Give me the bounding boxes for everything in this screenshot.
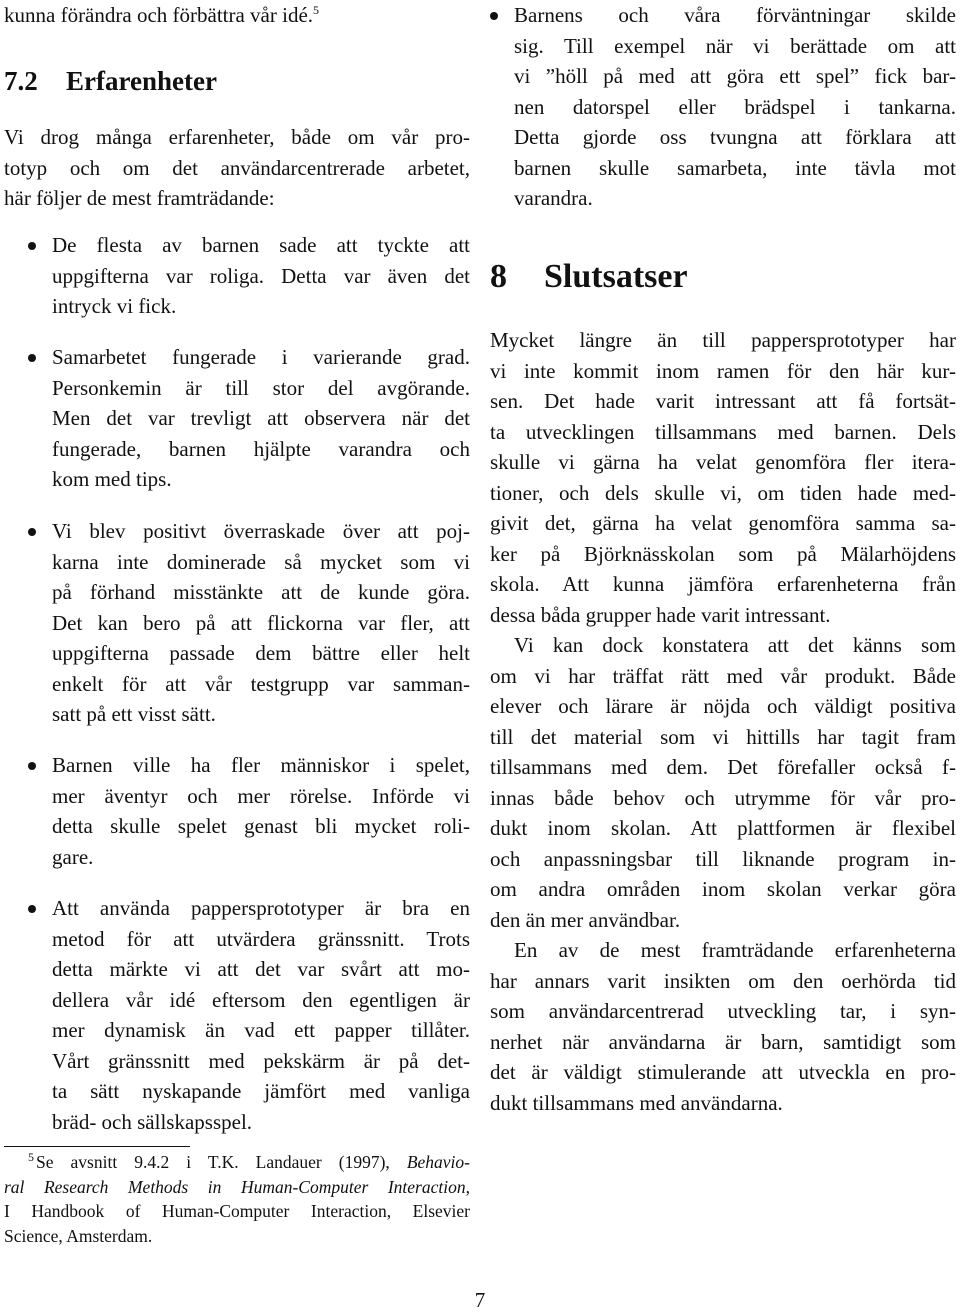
text-line: tillsammans med dem. Det förefaller också f- xyxy=(490,755,956,779)
text-line: tioner, och dels skulle vi, om tiden hade med- xyxy=(490,480,956,505)
list-item xyxy=(4,230,470,322)
bullet-icon xyxy=(28,242,36,250)
bullet-icon xyxy=(28,354,36,362)
footnote-divider xyxy=(4,1146,190,1147)
bullet-icon xyxy=(28,762,36,770)
continued-paragraph xyxy=(4,0,470,31)
bullet-icon xyxy=(28,905,36,913)
list-item xyxy=(466,0,956,214)
text-line: Vi blev positivt överraskade över att poj- xyxy=(52,519,470,543)
text-line: som användarcentrerad utveckling tar, i syn- xyxy=(490,999,956,1023)
text-line: nerhet när användarna är barn, samtidigt som xyxy=(490,1029,956,1054)
footnote-text: I Handbook of Human-Computer Interaction, Elsevier xyxy=(4,1201,470,1221)
text-line: Det kan bero på att flickorna var fler, att xyxy=(52,610,470,635)
text-line: innas både behov och utrymme för vår pro- xyxy=(490,785,956,810)
text-line: karna inte dominerade så mycket som vi xyxy=(52,549,470,574)
text-line: detta märkte vi att det var svårt att mo- xyxy=(52,957,470,981)
text-line: dukt inom skolan. Att plattformen är flexibel xyxy=(490,816,956,840)
text-line: Vi kan dock konstatera att det känns som xyxy=(514,633,956,657)
text-line: kom med tips. xyxy=(52,467,172,491)
text-line: ta utvecklingen tillsammans med barnen. Dels xyxy=(490,419,956,444)
text-line: Samarbetet fungerade i varierande grad. xyxy=(52,345,470,369)
text-line: satt på ett visst sätt. xyxy=(52,702,216,726)
text-line: dellera vår idé eftersom den egentligen är xyxy=(52,987,470,1012)
bullet-icon xyxy=(490,12,498,20)
list-item xyxy=(4,750,470,872)
text-line: om vi har träffat rätt med vår produkt. Både xyxy=(490,663,956,688)
text-line: detta skulle spelet genast bli mycket roli- xyxy=(52,814,470,838)
text-line: fungerade, barnen hjälpte varandra och xyxy=(52,436,470,461)
text-line: det är väldigt stimulerande att utveckla en pro- xyxy=(490,1060,956,1084)
text-line: Vårt gränssnitt med pekskärm är på det- xyxy=(52,1048,470,1073)
text-line: vi ”höll på med att göra ett spel” fick bar- xyxy=(514,64,956,88)
text-line: enkelt för att vår testgrupp var samman- xyxy=(52,671,470,696)
intro-paragraph xyxy=(4,122,470,214)
text-line: De flesta av barnen sade att tyckte att xyxy=(52,233,470,257)
footnote xyxy=(4,1150,470,1248)
text-line: nen datorspel eller brädspel i tankarna. xyxy=(514,94,956,119)
text-line: Att använda pappersprototyper är bra en xyxy=(52,896,470,920)
list-item xyxy=(4,342,470,495)
text-line: vi inte kommit inom ramen för den här kur- xyxy=(490,358,956,383)
text-line: elever och lärare är nöjda och väldigt positiva xyxy=(490,694,956,718)
text-line: Vi drog många erfarenheter, både om vår pro- xyxy=(4,125,470,149)
text-line: den än mer användbar. xyxy=(490,907,681,932)
list-item xyxy=(4,516,470,730)
section-title: Slutsatser xyxy=(544,258,688,295)
text-line: bräd- och sällskapsspel. xyxy=(52,1109,253,1134)
text-line: varandra. xyxy=(514,186,593,210)
text-line: och anpassningsbar till liknande program in- xyxy=(490,846,956,871)
text-line: gare. xyxy=(52,844,94,869)
footnote-text: Science, Amsterdam. xyxy=(4,1225,153,1246)
text-line: ta sätt nyskapande jämfört med vanliga xyxy=(52,1079,470,1103)
text-line: intryck vi fick. xyxy=(52,294,177,318)
text-line: skola. Att kunna jämföra erfarenheterna från xyxy=(490,572,956,596)
text-line: sig. Till exempel när vi berättade om att xyxy=(514,33,956,58)
text-line: skulle vi gärna ha velat genomföra fler itera- xyxy=(490,450,956,474)
text-line: dessa båda grupper hade varit intressant. xyxy=(490,602,831,627)
text-line: dukt tillsammans med användarna. xyxy=(490,1090,783,1115)
text-line: Detta gjorde oss tvungna att förklara att xyxy=(514,125,956,149)
text-line: ker på Björknässkolan som på Mälarhöjdens xyxy=(490,541,956,566)
footnote-text: Behavio- xyxy=(406,1152,470,1172)
text-line: barnen skulle samarbeta, inte tävla mot xyxy=(514,155,956,180)
text-line: Barnen ville ha fler människor i spelet, xyxy=(52,753,470,777)
text-line: om andra områden inom skolan verkar göra xyxy=(490,877,956,901)
text-line: har annars varit insikten om den oerhörda tid xyxy=(490,968,956,993)
footnote-reference: 5 xyxy=(313,3,320,17)
text-line: här följer de mest framträdande: xyxy=(4,186,275,210)
text-line: uppgifterna passade dem bättre eller helt xyxy=(52,641,470,665)
text-line: till det material som vi hittills har tagit fram xyxy=(490,724,956,749)
paragraph xyxy=(490,325,956,1118)
section-heading-8 xyxy=(490,258,688,296)
text-line: kunna förändra och förbättra vår idé. xyxy=(4,3,314,27)
section-heading-7-2 xyxy=(4,66,217,97)
section-number: 7.2 xyxy=(4,66,38,96)
text-line: metod för att utvärdera gränssnitt. Trots xyxy=(52,926,470,951)
text-line: Mycket längre än till pappersprototyper har xyxy=(490,328,956,352)
text-line: totyp och om det användarcentrerade arbetet, xyxy=(4,155,470,180)
page-number: 7 xyxy=(474,1288,486,1312)
footnote-text: Se avsnitt 9.4.2 i T.K. Landauer (1997), xyxy=(36,1152,407,1172)
section-number: 8 xyxy=(490,258,507,295)
text-line: Personkemin är till stor del avgörande. xyxy=(52,375,470,400)
list-item xyxy=(4,893,470,1137)
text-line: mer äventyr och mer rörelse. Införde vi xyxy=(52,783,470,808)
footnote-mark: 5 xyxy=(28,1150,34,1165)
text-line: mer dynamisk än vad ett papper tillåter. xyxy=(52,1018,470,1042)
section-title: Erfarenheter xyxy=(66,66,217,96)
text-line: uppgifterna var roliga. Detta var även det xyxy=(52,263,470,288)
text-line: En av de mest framträdande erfarenheterna xyxy=(514,938,956,962)
footnote-text: ral Research Methods in Human-Computer Interaction xyxy=(4,1176,466,1197)
text-line: sen. Det hade varit intressant att få fortsät- xyxy=(490,389,956,413)
text-line: givit det, gärna ha velat genomföra samma sa- xyxy=(490,511,956,535)
text-line: Men det var trevligt att observera när det xyxy=(52,406,470,430)
text-line: Barnens och våra förväntningar skilde xyxy=(514,3,956,27)
text-line: på förhand misstänkte att de kunde göra. xyxy=(52,580,470,604)
footnote-text: , xyxy=(465,1176,470,1197)
bullet-icon xyxy=(28,528,36,536)
